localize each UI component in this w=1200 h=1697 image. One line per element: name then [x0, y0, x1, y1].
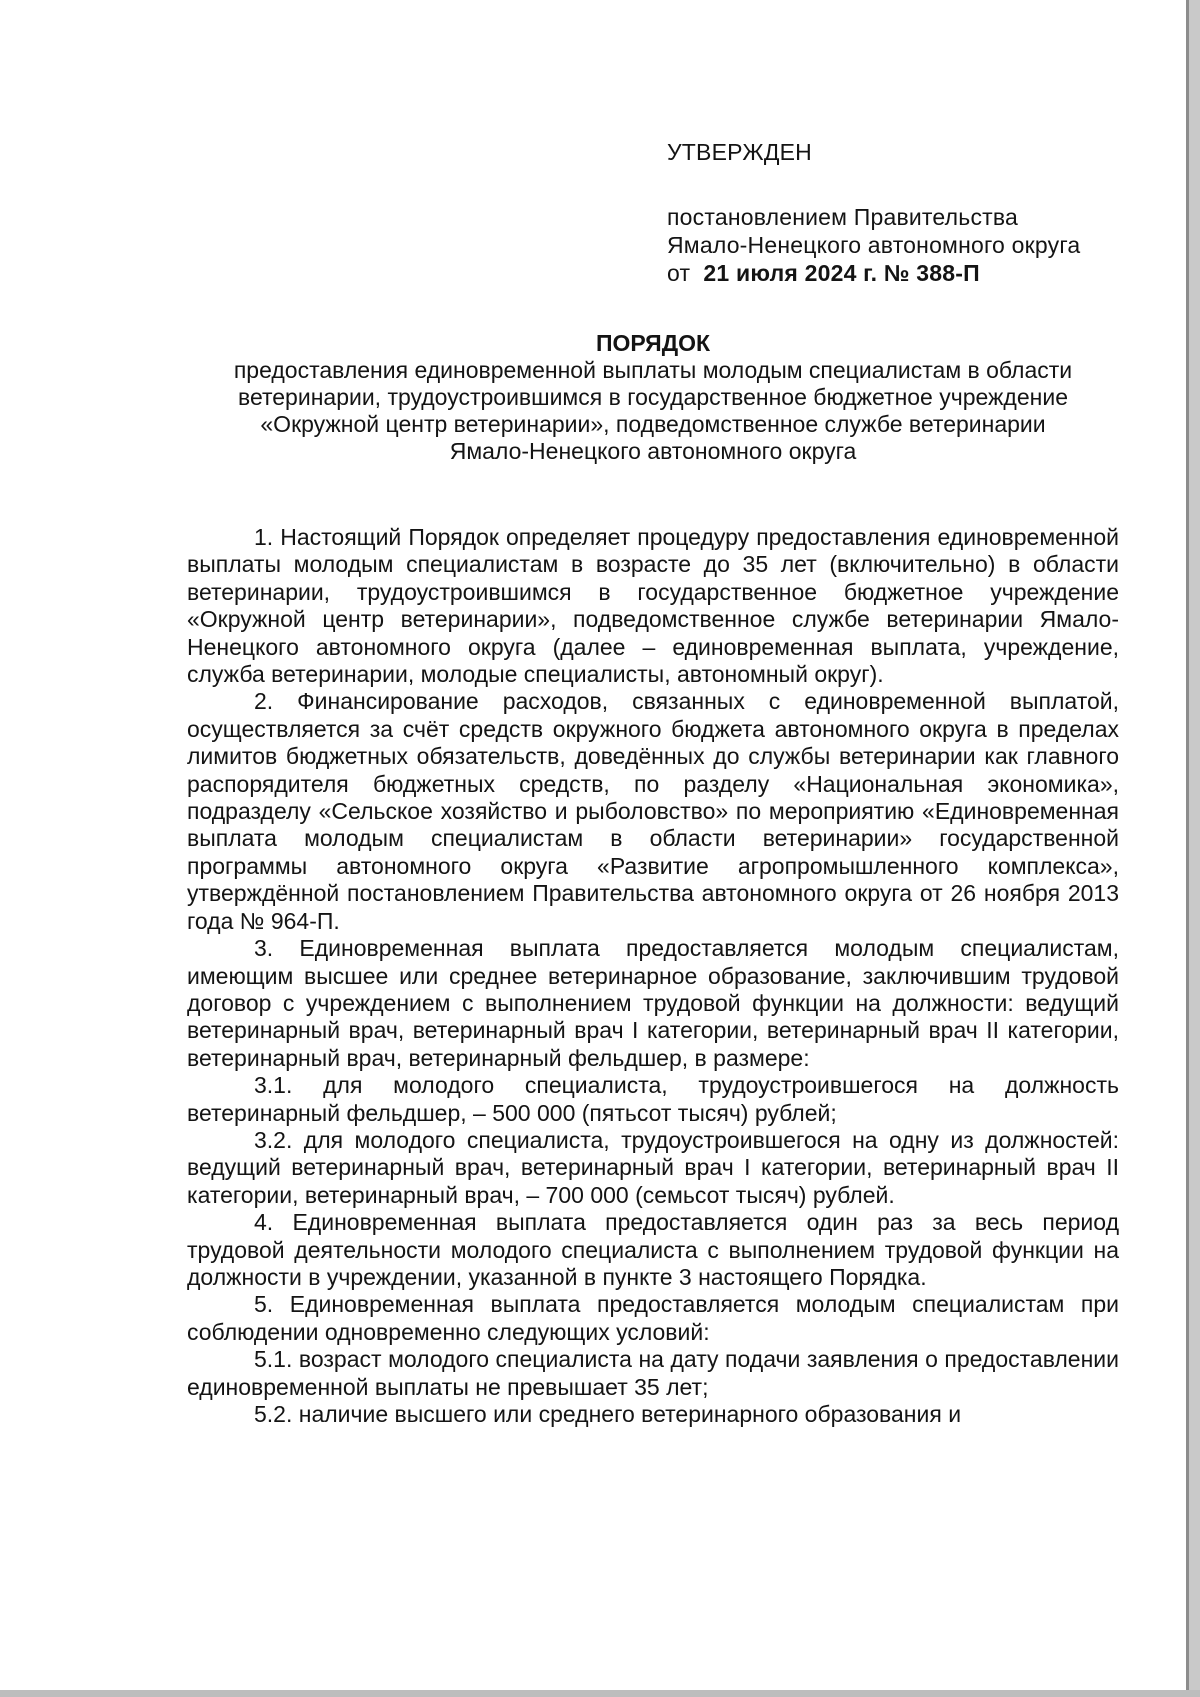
- approval-date-line: [667, 259, 1157, 287]
- scan-edge-bottom: [0, 1690, 1200, 1697]
- approval-date: 21 июля 2024 г. № 388-П: [703, 260, 980, 286]
- scan-edge-right: [1189, 0, 1200, 1697]
- paragraph-3-1: 3.1. для молодого специалиста, трудоустроившегося на должность ветеринарный фельдшер, – 500 000 (пятьсот тысяч) рублей;: [187, 1072, 1119, 1126]
- approval-heading: УТВЕРЖДЕН: [667, 139, 812, 165]
- paragraph-1: 1. Настоящий Порядок определяет процедуру предоставления единовременной выплаты молодым специалистам в возрасте до 35 лет (включительно) в области ветеринарии, трудоустроившимся в государственное бюджетное учреждение «Окружной центр ветеринарии», подведомственное службе ветеринарии Ямало-Ненецкого автономного округа (далее – единовременная выплата, учреждение, служба ветеринарии, молодые специалисты, автономный округ).: [187, 524, 1119, 688]
- paragraph-3: 3. Единовременная выплата предоставляется молодым специалистам, имеющим высшее или среднее ветеринарное образование, заключившим трудовой договор с учреждением с выполнением трудовой функции на должности: ведущий ветеринарный врач, ветеринарный врач I категории, ветеринарный врач II категории, ветеринарный врач, ветеринарный фельдшер, в размере:: [187, 935, 1119, 1071]
- approval-line-1: постановлением Правительства: [667, 204, 1019, 230]
- paragraph-5-2: 5.2. наличие высшего или среднего ветеринарного образования и: [254, 1401, 962, 1427]
- approval-stamp: [667, 138, 1157, 287]
- paragraph-5-1: 5.1. возраст молодого специалиста на дату подачи заявления о предоставлении единовременной выплаты не превышает 35 лет;: [187, 1346, 1119, 1400]
- document-subtitle-line-3: «Окружной центр ветеринарии», подведомственное службе ветеринарии: [260, 411, 1046, 437]
- document-title-block: [150, 330, 1156, 465]
- approval-line-2: Ямало-Ненецкого автономного округа: [667, 232, 1081, 258]
- document-subtitle-line-1: предоставления единовременной выплаты молодым специалистам в области: [233, 357, 1073, 383]
- approval-date-prefix: от: [667, 260, 691, 286]
- paragraph-4: 4. Единовременная выплата предоставляется один раз за весь период трудовой деятельности молодого специалиста с выполнением трудовой функции на должности в учреждении, указанной в пункте 3 настоящего Порядка.: [187, 1209, 1119, 1290]
- document-body: [187, 524, 1119, 1428]
- document-subtitle-line-2: ветеринарии, трудоустроившимся в государственное бюджетное учреждение: [238, 384, 1068, 410]
- paragraph-5: 5. Единовременная выплата предоставляется молодым специалистам при соблюдении одновременно следующих условий:: [187, 1291, 1119, 1345]
- document-title: ПОРЯДОК: [595, 330, 711, 356]
- paragraph-2: 2. Финансирование расходов, связанных с единовременной выплатой, осуществляется за счёт средств окружного бюджета автономного округа в пределах лимитов бюджетных обязательств, доведённых до службы ветеринарии как главного распорядителя бюджетных средств, по разделу «Национальная экономика», подразделу «Сельское хозяйство и рыболовство» по мероприятию «Единовременная выплата молодым специалистам в области ветеринарии» государственной программы автономного округа «Развитие агропромышленного комплекса», утверждённой постановлением Правительства автономного округа от 26 ноября 2013 года № 964-П.: [187, 688, 1119, 934]
- paragraph-3-2: 3.2. для молодого специалиста, трудоустроившегося на одну из должностей: ведущий ветеринарный врач, ветеринарный врач I категории, ветеринарный врач II категории, ветеринарный врач, – 700 000 (семьсот тысяч) рублей.: [187, 1126, 1119, 1208]
- document-subtitle-line-4: Ямало-Ненецкого автономного округа: [449, 438, 857, 464]
